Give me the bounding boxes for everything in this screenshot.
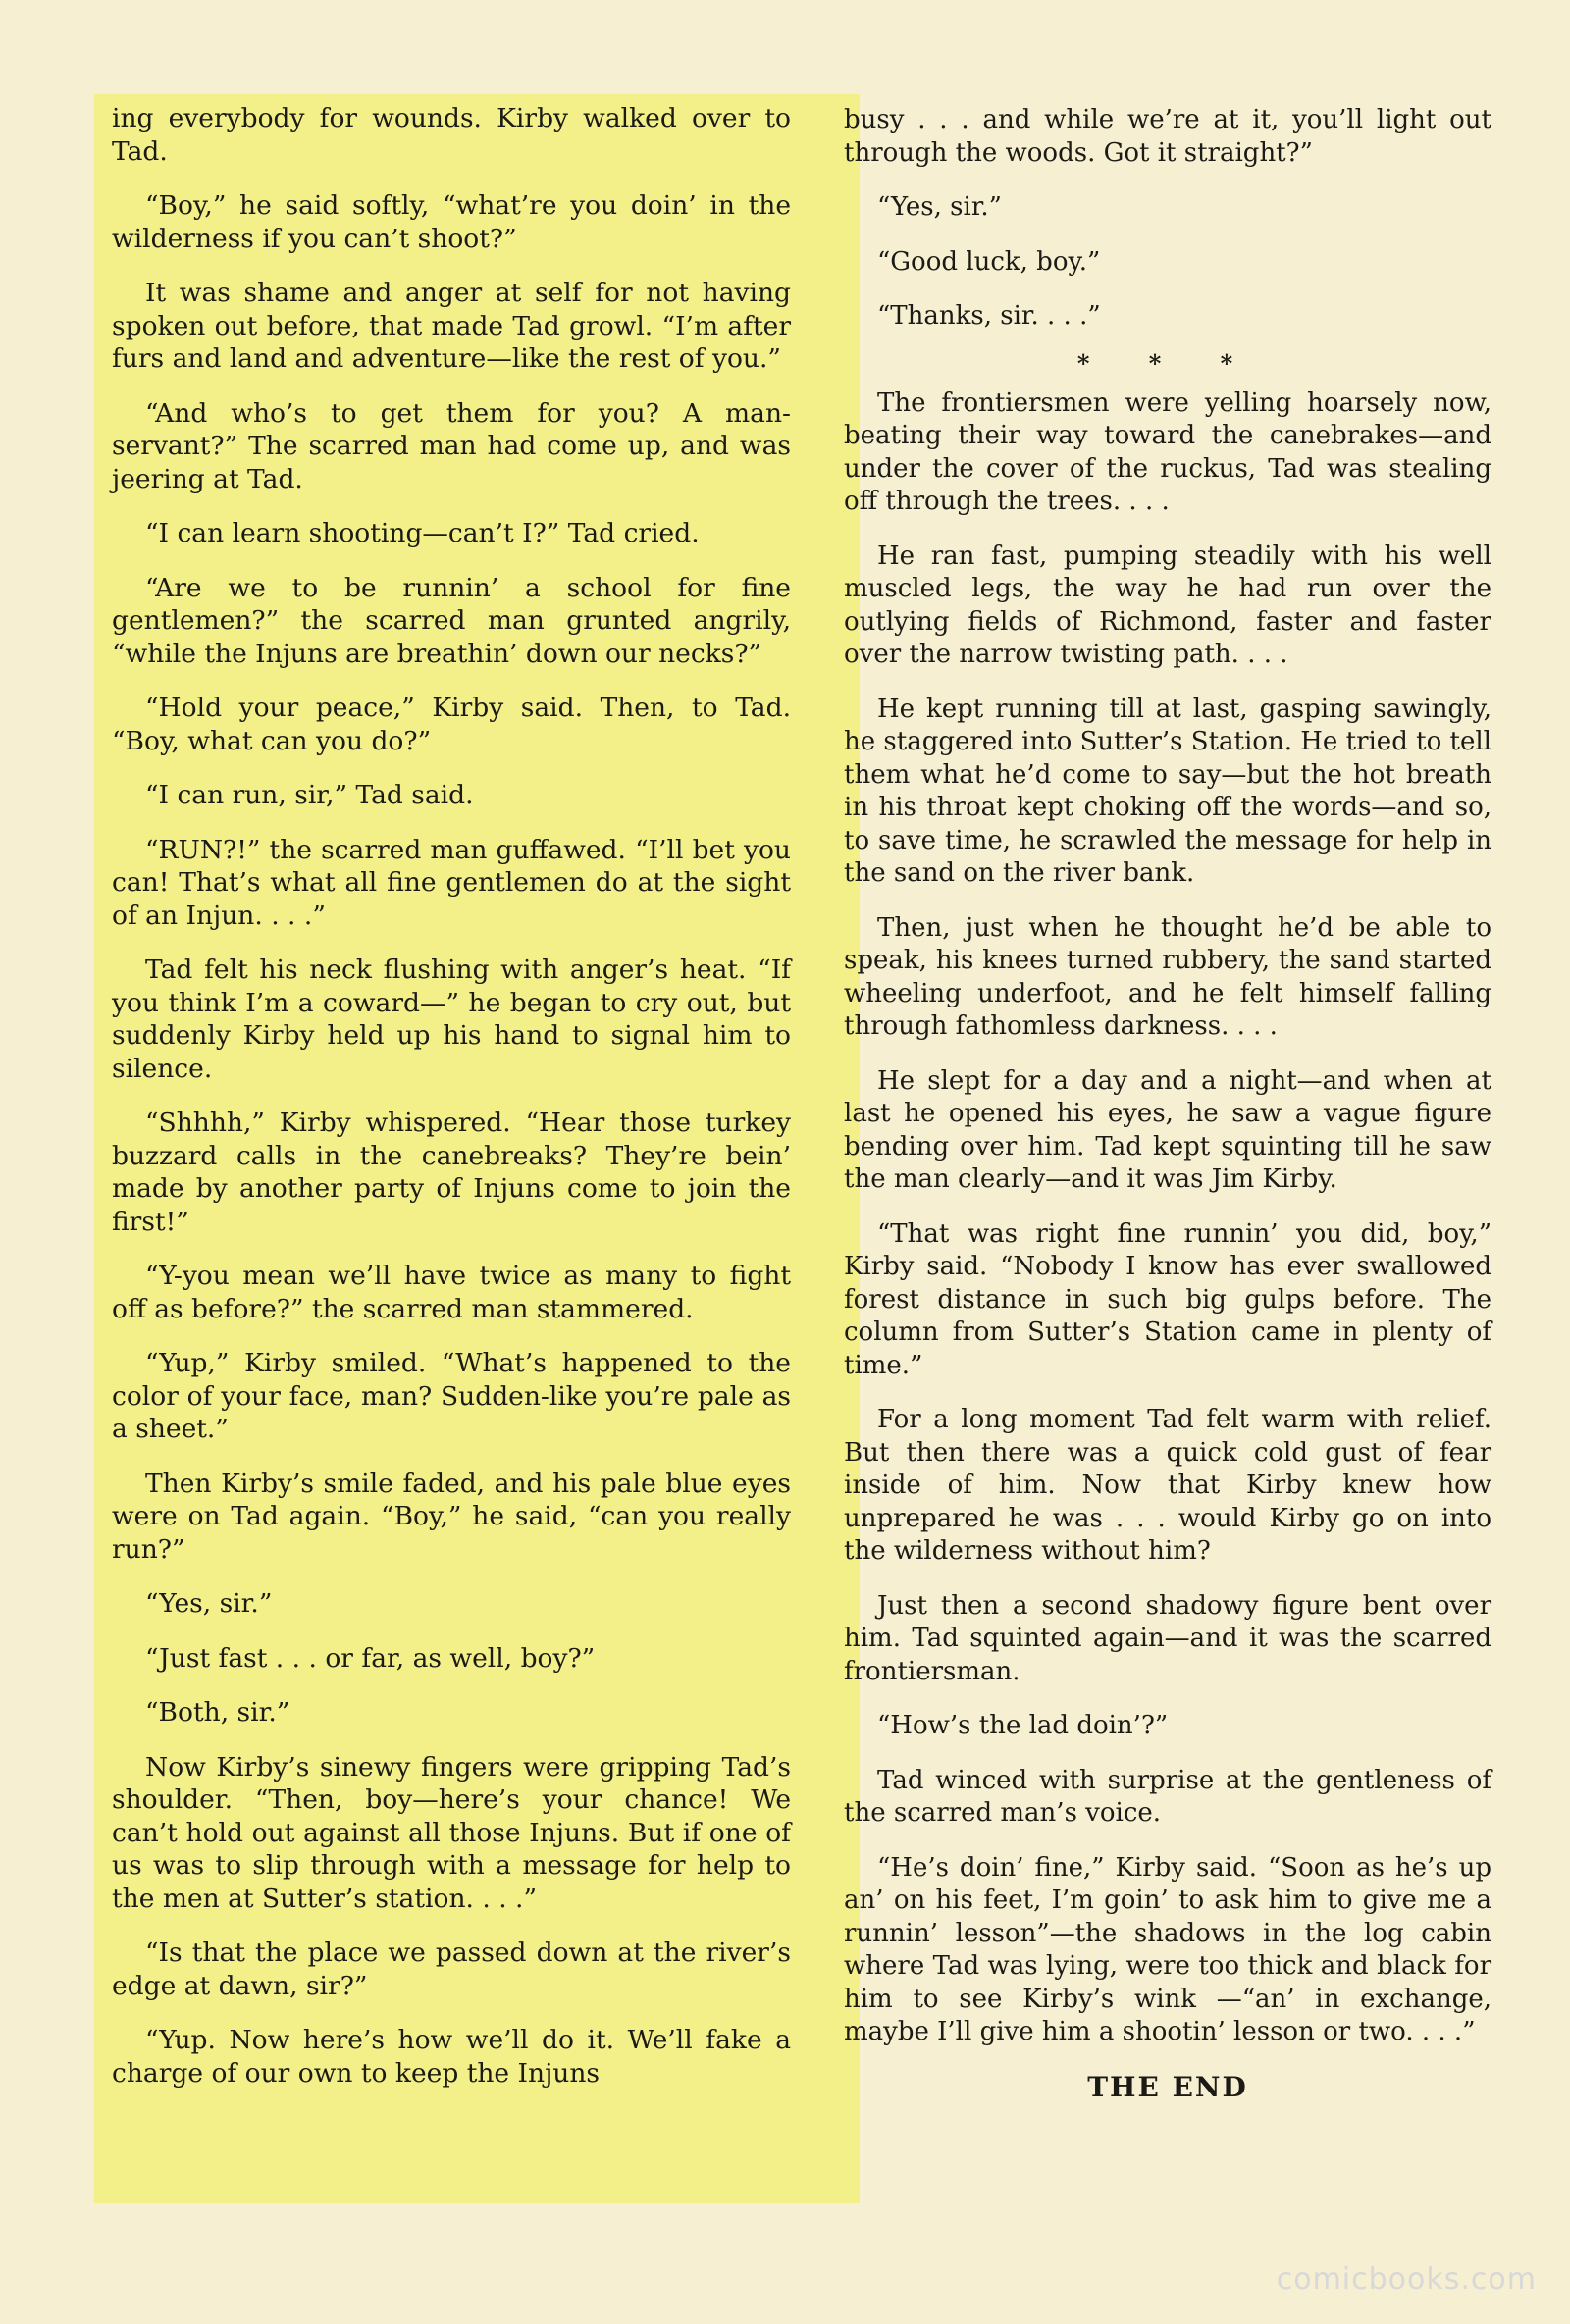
paragraph: “I can learn shooting—can’t I?” Tad cried. xyxy=(145,518,700,548)
paragraph: He kept running till at last, gasping sawingly, he staggered into Sutter’s Station. He tried to tell them what he’d come to say—but the hot breath in his throat kept choking off the words—and so, to save time, he scrawled the message for help in the sand on the river bank. xyxy=(844,694,1492,888)
paragraph: “Just fast . . . or far, as well, boy?” xyxy=(145,1642,596,1674)
paragraph: It was shame and anger at self for not having spoken out before, that made Tad growl. “I’m after furs and land and adventure—like the rest of you.” xyxy=(112,278,791,374)
site-watermark: comicbooks.com xyxy=(1276,2262,1537,2297)
paragraph: “Boy,” he said softly, “what’re you doin’ in the wilderness if you can’t shoot?” xyxy=(112,190,791,254)
paragraph: “Are we to be runnin’ a school for fine gentlemen?” the scarred man grunted angrily, “while the Injuns are breathin’ down our necks?” xyxy=(112,572,791,669)
paragraph: “Yup,” Kirby smiled. “What’s happened to the color of your face, man? Sudden-like you’re pale as a sheet.” xyxy=(112,1348,791,1444)
paragraph: “And who’s to get them for you? A man-servant?” The scarred man had come up, and was jeering at Tad. xyxy=(112,397,791,494)
paragraph: Then, just when he thought he’d be able to speak, his knees turned rubbery, the sand started wheeling underfoot, and he felt himself falling through fathomless darkness. . . . xyxy=(844,912,1492,1041)
paragraph: “I can run, sir,” Tad said. xyxy=(145,780,474,810)
paragraph: He slept for a day and a night—and when at last he opened his eyes, he saw a vague figure bending over him. Tad kept squinting till he saw the man clearly—and it was Jim Kirby. xyxy=(844,1065,1492,1194)
paragraph: “Shhhh,” Kirby whispered. “Hear those turkey buzzard calls in the canebreaks? They’re bein’ made by another party of Injuns come to join the first!” xyxy=(112,1108,791,1237)
paragraph: “Thanks, sir. . . .” xyxy=(877,301,1101,331)
paragraph: “Yes, sir.” xyxy=(145,1588,273,1619)
the-end-heading: THE END xyxy=(1087,2070,1248,2103)
paragraph: Tad winced with surprise at the gentleness of the scarred man’s voice. xyxy=(844,1765,1492,1828)
paragraph: “Good luck, boy.” xyxy=(877,246,1101,277)
paragraph: “Hold your peace,” Kirby said. Then, to Tad. “Boy, what can you do?” xyxy=(112,693,791,756)
paragraph: busy . . . and while we’re at it, you’ll light out through the woods. Got it straight?” xyxy=(844,105,1492,168)
left-column-text xyxy=(112,102,791,2111)
paragraph: The frontiersmen were yelling hoarsely now, beating their way toward the canebrakes—and under the cover of the ruckus, Tad was stealing off through the trees. . . . xyxy=(844,387,1492,516)
paragraph: “Y-you mean we’ll have twice as many to fight off as before?” the scarred man stammered. xyxy=(112,1261,791,1324)
right-column-text xyxy=(844,104,1492,2103)
paragraph: For a long moment Tad felt warm with relief. But then there was a quick cold gust of fear inside of him. Now that Kirby knew how unprepared he was . . . would Kirby go on into the wilderness without him? xyxy=(844,1405,1492,1566)
section-break: * * * xyxy=(1076,348,1259,378)
paragraph: “RUN?!” the scarred man guffawed. “I’ll bet you can! That’s what all fine gentlemen do at the sight of an Injun. . . .” xyxy=(112,834,791,931)
paragraph: Now Kirby’s sinewy fingers were gripping Tad’s shoulder. “Then, boy—here’s your chance! We can’t hold out against all those Injuns. But if one of us was to slip through with a message for help to the men at Sutter’s station. . . .” xyxy=(112,1751,791,1914)
paragraph: He ran fast, pumping steadily with his well muscled legs, the way he had run over the outlying fields of Richmond, faster and faster over the narrow twisting path. . . . xyxy=(844,541,1492,669)
paragraph: “Yes, sir.” xyxy=(877,192,1002,222)
paragraph: Just then a second shadowy figure bent over him. Tad squinted again—and it was the scarred frontiersman. xyxy=(844,1590,1492,1686)
paragraph: “That was right fine runnin’ you did, boy,” Kirby said. “Nobody I know has ever swallowed forest distance in such big gulps before. The column from Sutter’s Station came in plenty of time.” xyxy=(844,1218,1492,1380)
paragraph: “He’s doin’ fine,” Kirby said. “Soon as he’s up an’ on his feet, I’m goin’ to ask him to give me a runnin’ lesson”—the shadows in the log cabin where Tad was lying, were too thick and black for him to see Kirby’s wink —“an’ in exchange, maybe I’ll give him a shootin’ lesson or two. . . .” xyxy=(844,1852,1492,2046)
paragraph: “Both, sir.” xyxy=(145,1697,290,1728)
paragraph: “How’s the lad doin’?” xyxy=(877,1711,1169,1740)
paragraph: “Is that the place we passed down at the river’s edge at dawn, sir?” xyxy=(112,1937,791,2001)
paragraph: ing everybody for wounds. Kirby walked over to Tad. xyxy=(112,103,791,167)
paragraph: Then Kirby’s smile faded, and his pale blue eyes were on Tad again. “Boy,” he said, “can you really run?” xyxy=(112,1468,791,1565)
paragraph: “Yup. Now here’s how we’ll do it. We’ll fake a charge of our own to keep the Injuns xyxy=(112,2025,791,2089)
paragraph: Tad felt his neck flushing with anger’s heat. “If you think I’m a coward—” he began to cry out, but suddenly Kirby held up his hand to signal him to silence. xyxy=(112,955,791,1084)
left-column-highlight xyxy=(94,94,860,2203)
